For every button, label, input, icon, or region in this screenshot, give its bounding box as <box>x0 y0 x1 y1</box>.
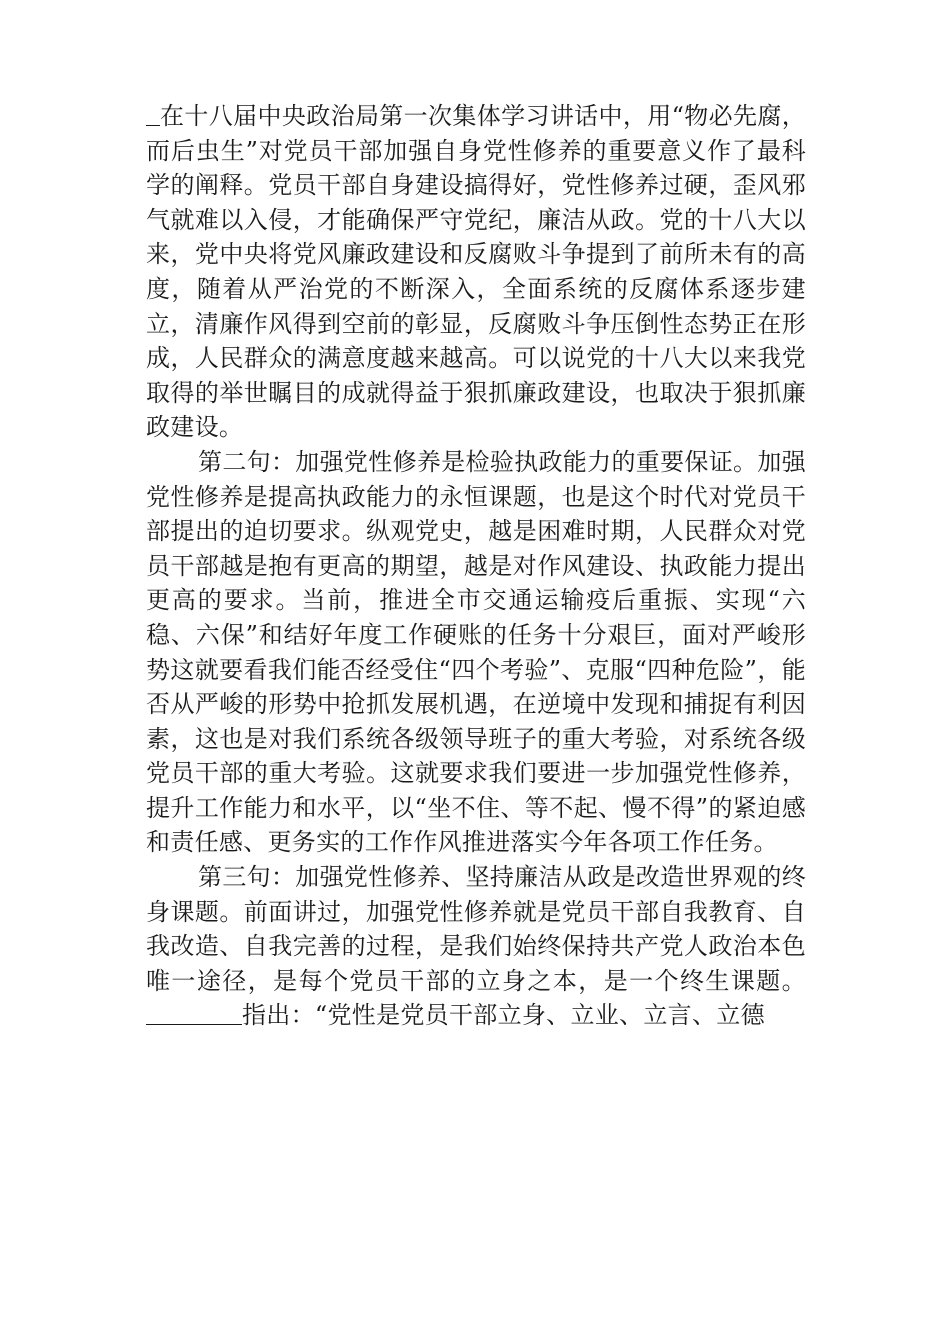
paragraph-2-text: 第二句：加强党性修养是检验执政能力的重要保证。加强党性修养是提高执政能力的永恒课题，也是这个时代对党员干部提出的迫切要求。纵观党史，越是困难时期，人民群众对党员干部越是抱有更高的期望，越是对作风建设、执政能力提出更高的要求。当前，推进全市交通运输疫后重振、实现“六稳、六保”和结好年度工作硬账的任务十分艰巨，面对严峻形势这就要看我们能否经受住“四个考验”、克服“四种危险”，能否从严峻的形势中抢抓发展机遇，在逆境中发现和捕捉有利因素，这也是对我们系统各级领导班子的重大考验，对系统各级党员干部的重大考验。这就要求我们要进一步加强党性修养，提升工作能力和水平，以“坐不住、等不起、慢不得”的紧迫感和责任感、更务实的工作作风推进落实今年各项工作任务。 <box>146 447 806 857</box>
blank-underline <box>146 103 160 126</box>
paragraph-3-text-before: 第三句：加强党性修养、坚持廉洁从政是改造世界观的终身课题。前面讲过，加强党性修养就是党员干部自我教育、自我改造、自我完善的过程，是我们始终保持共产党人政治本色唯一途径，是每个党员干部的立身之本，是一个终生课题。 <box>146 863 806 995</box>
paragraph-1-text: 在十八届中央政治局第一次集体学习讲话中，用“物必先腐，而后虫生”对党员干部加强自身党性修养的重要意义作了最科学的阐释。党员干部自身建设搞得好，党性修养过硬，歪风邪气就难以入侵，才能确保严守党纪，廉洁从政。党的十八大以来，党中央将党风廉政建设和反腐败斗争提到了前所未有的高度，随着从严治党的不断深入，全面系统的反腐体系逐步建立，清廉作风得到空前的彰显，反腐败斗争压倒性态势正在形成，人民群众的满意度越来越高。可以说党的十八大以来我党取得的举世瞩目的成就得益于狠抓廉政建设，也取决于狠抓廉政建设。 <box>146 102 806 442</box>
blank-underline <box>146 1002 242 1025</box>
document-page <box>146 99 806 1033</box>
paragraph-2 <box>146 445 806 860</box>
paragraph-3-text-after: 指出：“党性是党员干部立身、立业、立言、立德 <box>242 1001 765 1030</box>
paragraph-3 <box>146 860 806 1033</box>
paragraph-1 <box>146 99 806 445</box>
